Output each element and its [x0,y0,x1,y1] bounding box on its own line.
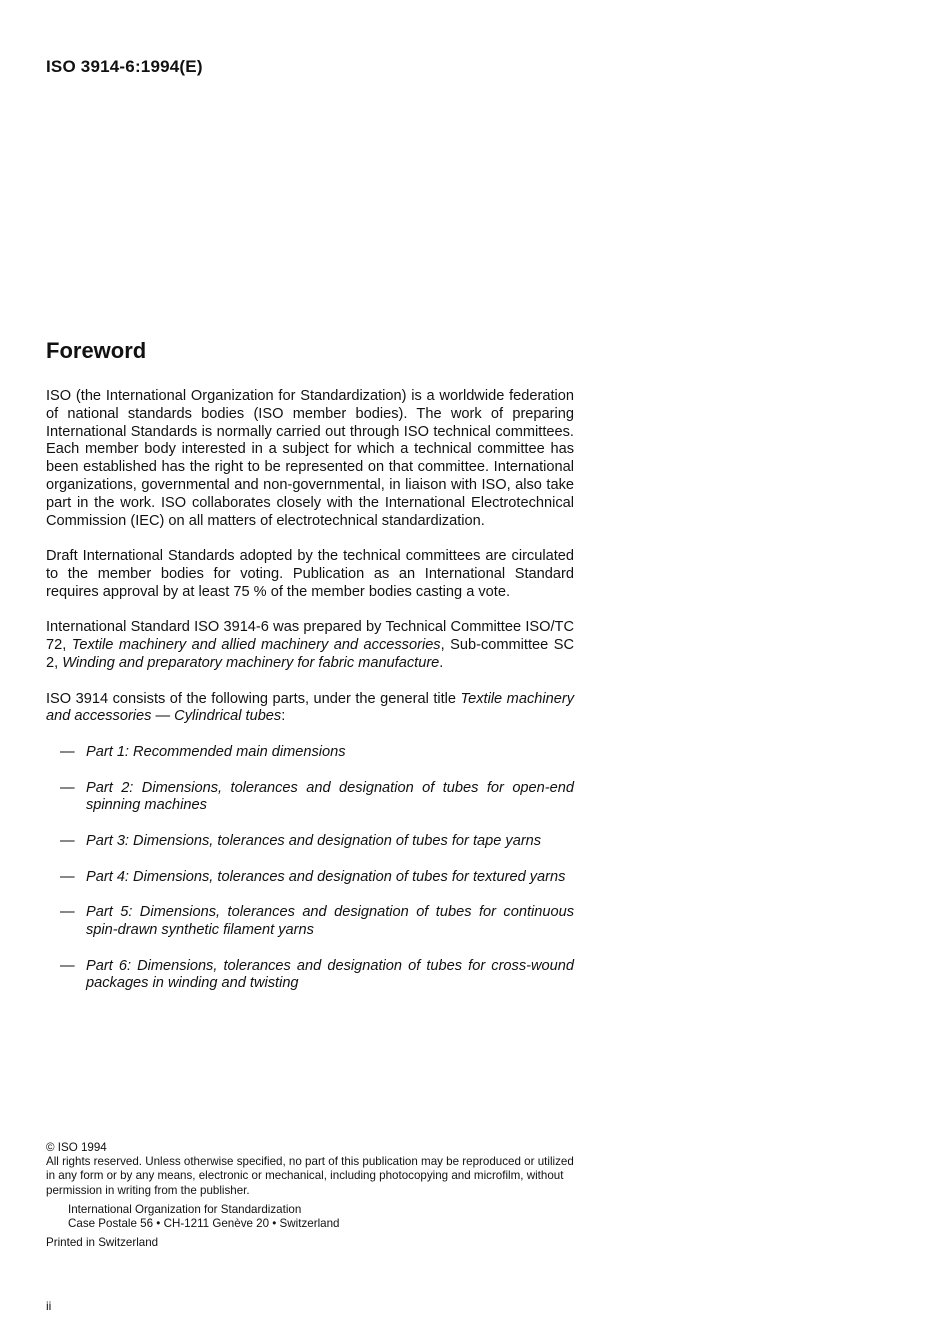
list-item [46,904,574,940]
committee-title: Textile machinery and allied machinery and accessories [71,637,441,654]
period: . [439,654,444,671]
list-dash: — [60,957,75,974]
list-item-text: Part 5: Dimensions, tolerances and designation of tubes for continuous spin-drawn synthetic filament yarns [86,904,574,938]
foreword-body [46,388,574,1011]
general-title: Textile machinery and accessories — Cylindrical tubes [46,690,574,725]
paragraph-draft-standards: Draft International Standards adopted by the technical committees are circulated to the member bodies for voting. Publication as an International Standard requires approval by at least 75 % of the member bodies casting a vote. [46,548,574,600]
printed-in: Printed in Switzerland [46,1236,159,1250]
colon: : [281,708,286,725]
list-dash: — [60,904,75,921]
list-item [46,833,574,851]
paragraph-parts-intro [46,691,574,727]
list-item-text: Part 3: Dimensions, tolerances and designation of tubes for tape yarns [86,832,542,849]
list-item [46,744,574,762]
paragraph-iso-intro: ISO (the International Organization for Standardization) is a worldwide federation of national standards bodies (ISO member bodies). The work of preparing International Standards is normally carried out through ISO technical committees. Each member body interested in a subject for which a technical committee has been established has the right to be represented on that committee. International organizations, governmental and non-governmental, in liaison with ISO, also take part in the work. ISO collaborates closely with the International Electrotechnical Commission (IEC) on all matters of electrotechnical standardization. [46,388,574,529]
list-item [46,869,574,887]
paragraph-prepared-by [46,619,574,672]
publisher-address: Case Postale 56 • CH-1211 Genève 20 • Switzerland [68,1217,340,1231]
copyright-footer [46,1141,576,1250]
list-item-text: Part 1: Recommended main dimensions [86,743,346,760]
list-item-text: Part 6: Dimensions, tolerances and designation of tubes for cross-wound packages in winding and twisting [86,957,574,992]
parts-list [46,744,574,993]
copyright-line: © ISO 1994 [46,1141,107,1154]
prepared-by-text: International Standard ISO 3914-6 was prepared by Technical Committee ISO/TC 72, [46,619,574,654]
parts-intro-text: ISO 3914 consists of the following parts, under the general title [46,690,461,707]
list-item [46,780,574,816]
section-title: Foreword [46,338,147,363]
list-item-text: Part 2: Dimensions, tolerances and designation of tubes for open-end spinning machines [86,779,574,814]
subcommittee-title: Winding and preparatory machinery for fabric manufacture [62,654,440,671]
subcommittee-text: , Sub-committee SC 2, [46,637,574,671]
list-dash: — [60,779,75,796]
list-dash: — [60,868,75,885]
list-dash: — [60,743,75,760]
list-item [46,958,574,994]
header-code: ISO 3914-6:1994(E) [46,57,203,76]
list-item-text: Part 4: Dimensions, tolerances and designation of tubes for textured yarns [86,868,566,885]
list-dash: — [60,832,75,849]
publisher-name: International Organization for Standardization [68,1202,302,1216]
page-number: ii [46,1299,52,1313]
rights-notice: All rights reserved. Unless otherwise specified, no part of this publication may be reproduced or utilized in any form or by any means, electronic or mechanical, including photocopying and microfilm, without permission in writing from the publisher. [46,1155,574,1197]
